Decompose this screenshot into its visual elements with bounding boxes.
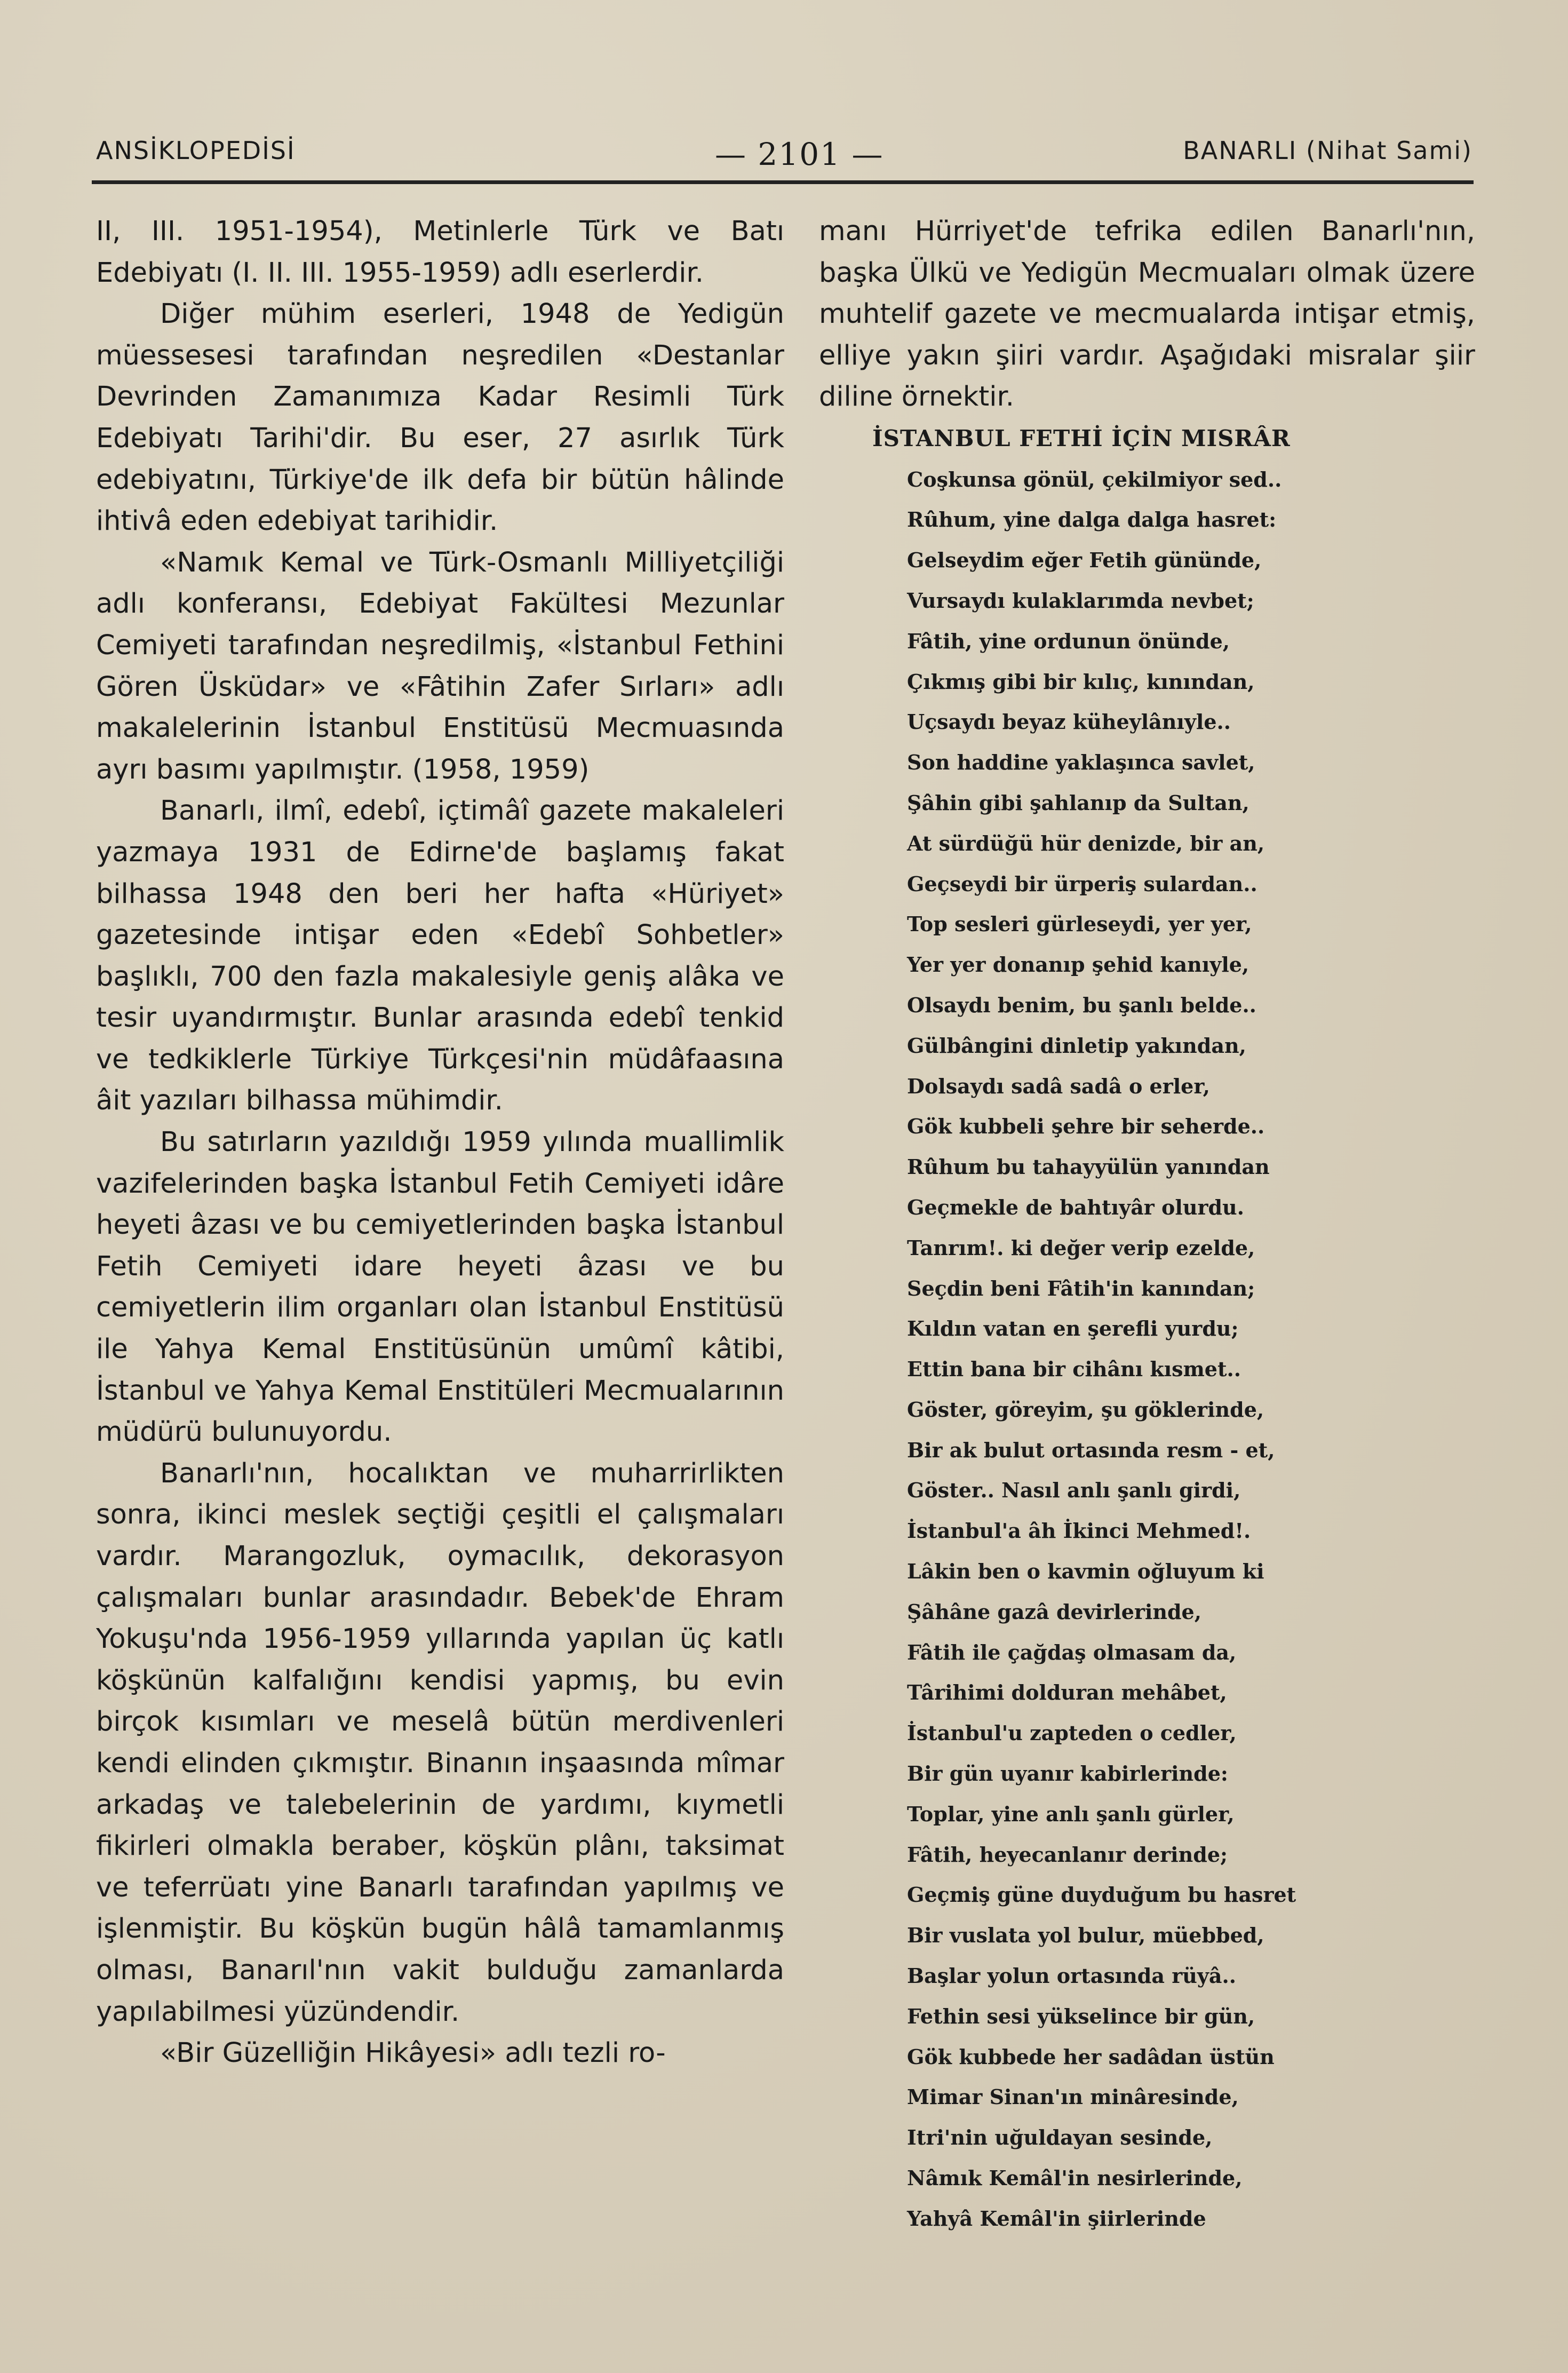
poem-line: Top sesleri gürleseydi, yer yer, [907,912,1252,936]
poem-line: Seçdin beni Fâtih'in kanından; [907,1276,1255,1300]
paragraph: II, III. 1951-1954), Metinlerle Türk ve Batı Edebiyatı (I. II. III. 1955-1959) adlı eserlerdir. [96,216,784,289]
poem-line: Toplar, yine anlı şanlı gürler, [907,1801,1235,1826]
poem-line: Yer yer donanıp şehid kanıyle, [907,953,1249,977]
page-number: — 2101 — [715,136,884,172]
poem-line: Gülbângini dinletip yakından, [907,1033,1246,1058]
poem-line: Uçsaydı beyaz küheylânıyle.. [907,710,1231,734]
poem-line: Fethin sesi yükselince bir gün, [907,2004,1255,2028]
poem-line: Nâmık Kemâl'in nesirlerinde, [907,2166,1243,2191]
poem-line: Çıkmış gibi bir kılıç, kınından, [907,669,1255,694]
poem-line: Dolsaydı sadâ sadâ o erler, [907,1074,1210,1098]
poem [819,459,1475,2239]
poem-line: Yahyâ Kemâl'in şiirlerinde [907,2206,1206,2231]
poem-line: Olsaydı benim, bu şanlı belde.. [907,993,1256,1017]
paragraph: manı Hürriyet'de tefrika edilen Banarlı'nın, başka Ülkü ve Yedigün Mecmuaları olmak üzere muhtelif gazete ve mecmualarda intişar etmiş, elliye yakın şiiri vardır. Aşağıdaki misralar şiir diline örnektir. [819,216,1475,413]
poem-line: Mimar Sinan'ın minâresinde, [907,2085,1239,2109]
running-head-left: ANSİKLOPEDİSİ [96,136,296,165]
poem-line: İstanbul'u zapteden o cedler, [907,1721,1237,1745]
poem-line: Gök kubbede her sadâdan üstün [907,2044,1275,2069]
poem-line: Lâkin ben o kavmin oğluyum ki [907,1559,1264,1584]
poem-line: Rûhum bu tahayyülün yanından [907,1155,1270,1179]
poem-line: Rûhum, yine dalga dalga hasret: [907,507,1277,532]
poem-line: Göster, göreyim, şu göklerinde, [907,1397,1264,1422]
running-head-right: BANARLI (Nihat Sami) [1183,136,1473,165]
poem-title: İSTANBUL FETHİ İÇİN MISRÂR [872,425,1291,451]
poem-line: Vursaydı kulaklarımda nevbet; [907,588,1254,613]
paragraph: Banarlı, ilmî, edebî, içtimâî gazete makaleleri yazmaya 1931 de Edirne'de başlamış fakat bilhassa 1948 den beri her hafta «Hüriyet» gazetesinde intişar eden «Edebî Sohbetler» başlıklı, 700 den fazla makalesiyle geniş alâka ve tesir uyandırmıştır. Bunlar arasında edebî tenkid ve tedkiklerle Türkiye Türkçesi'nin müdâfaasına âit yazıları bilhassa mühimdir. [96,795,784,1117]
poem-line: Târihimi dolduran mehâbet, [907,1680,1227,1705]
left-column [96,211,784,2074]
poem-line: At sürdüğü hür denizde, bir an, [907,831,1265,855]
poem-line: İstanbul'a âh İkinci Mehmed!. [907,1519,1251,1543]
paragraph: Bu satırların yazıldığı 1959 yılında muallimlik vazifelerinden başka İstanbul Fetih Cemiyeti idâre heyeti âzası ve bu cemiyetlerinden başka İstanbul Fetih Cemiyeti idare heyeti âzası ve bu cemiyetlerin ilim organları olan İstanbul Enstitüsü ile Yahya Kemal Enstitüsünün umûmî kâtibi, İstanbul ve Yahya Kemal Enstitüleri Mecmualarının müdürü bulunuyordu. [96,1126,784,1448]
poem-line: Coşkunsa gönül, çekilmiyor sed.. [907,467,1282,491]
right-column [819,211,1475,2239]
poem-line: Şâhin gibi şahlanıp da Sultan, [907,790,1249,815]
poem-line: Fâtih ile çağdaş olmasam da, [907,1640,1237,1664]
paragraph: Diğer mühim eserleri, 1948 de Yedigün müessesesi tarafından neşredilen «Destanlar Devrinden Zamanımıza Kadar Resimli Türk Edebiyatı Tarihi'dir. Bu eser, 27 asırlık Türk edebiyatını, Türkiye'de ilk defa bir bütün hâlinde ihtivâ eden edebiyat tarihidir. [96,298,784,537]
poem-line: Itri'nin uğuldayan sesinde, [907,2125,1213,2150]
poem-line: Geçmekle de bahtıyâr olurdu. [907,1195,1244,1219]
poem-line: Şâhâne gazâ devirlerinde, [907,1599,1201,1624]
poem-line: Fâtih, heyecanlanır derinde; [907,1842,1228,1867]
paragraph: «Bir Güzelliğin Hikâyesi» adlı tezli ro- [160,2037,666,2069]
poem-line: Başlar yolun ortasında rüyâ.. [907,1964,1237,1988]
poem-line: Bir ak bulut ortasında resm - et, [907,1438,1275,1462]
poem-line: Gök kubbeli şehre bir seherde.. [907,1114,1265,1139]
page-header [96,125,1473,179]
poem-line: Göster.. Nasıl anlı şanlı girdi, [907,1478,1241,1503]
poem-line: Kıldın vatan en şerefli yurdu; [907,1316,1239,1341]
header-rule [92,180,1474,184]
poem-line: Bir vuslata yol bulur, müebbed, [907,1923,1264,1948]
poem-line: Fâtih, yine ordunun önünde, [907,629,1230,653]
paragraph: Banarlı'nın, hocalıktan ve muharrirlikten sonra, ikinci meslek seçtiği çeşitli el çalışmaları vardır. Marangozluk, oymacılık, dekorasyon çalışmaları bunlar arasındadır. Bebek'de Ehram Yokuşu'nda 1956-1959 yıllarında yapılan üç katlı köşkünün kalfalığını kendisi yapmış, bu evin birçok kısımları ve meselâ bütün merdivenleri kendi elinden çıkmıştır. Binanın inşaasında mîmar arkadaş ve talebelerinin de yardımı, kıymetli fikirleri olmakla beraber, köşkün plânı, taksimat ve teferrüatı yine Banarlı tarafından yapılmış ve işlenmiştir. Bu köşkün bugün hâlâ tamamlanmış olması, Banarıl'nın vakit bulduğu zamanlarda yapılabilmesi yüzündendir. [96,1457,784,2028]
poem-line: Ettin bana bir cihânı kısmet.. [907,1357,1241,1382]
poem-line: Geçmiş güne duyduğum bu hasret [907,1883,1296,1907]
poem-line: Tanrım!. ki değer verip ezelde, [907,1235,1255,1260]
poem-line: Son haddine yaklaşınca savlet, [907,750,1255,775]
poem-line: Geçseydi bir ürperiş sulardan.. [907,871,1257,896]
paragraph: «Namık Kemal ve Türk-Osmanlı Milliyetçiliği adlı konferansı, Edebiyat Fakültesi Mezunlar Cemiyeti tarafından neşredilmiş, «İstanbul Fethini Gören Üsküdar» ve «Fâtihin Zafer Sırları» adlı makalelerinin İstanbul Enstitüsü Mecmuasında ayrı basımı yapılmıştır. (1958, 1959) [96,546,784,785]
poem-line: Gelseydim eğer Fetih gününde, [907,548,1262,573]
poem-line: Bir gün uyanır kabirlerinde: [907,1761,1228,1786]
